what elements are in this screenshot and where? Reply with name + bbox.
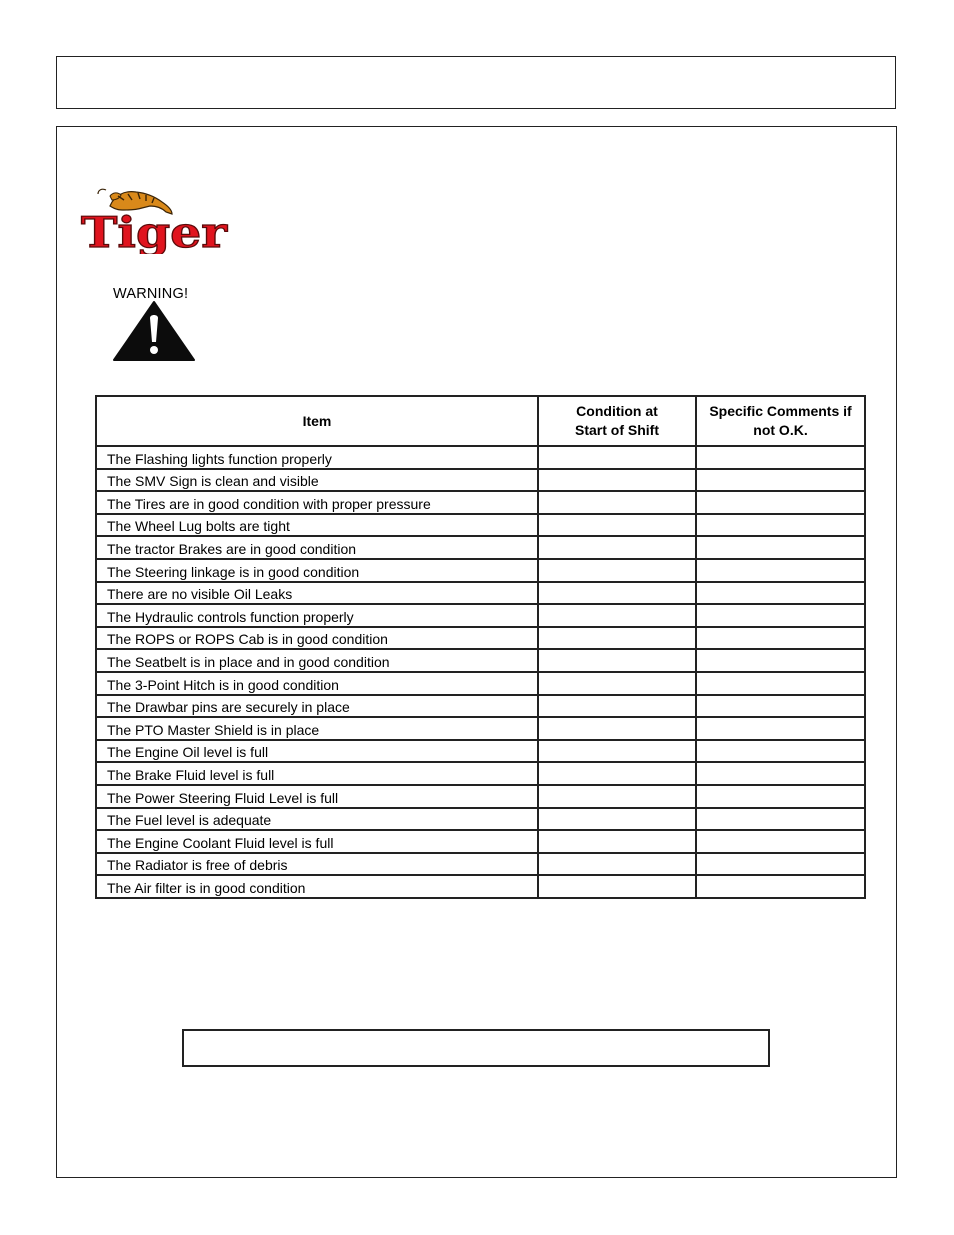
condition-header-line-2: Start of Shift	[575, 422, 659, 438]
checklist-item-label: The Hydraulic controls function properly	[96, 604, 538, 627]
comments-cell[interactable]	[696, 785, 865, 808]
footer-note-box	[182, 1029, 770, 1067]
comments-cell[interactable]	[696, 830, 865, 853]
table-row	[96, 446, 865, 469]
condition-cell[interactable]	[538, 559, 696, 582]
condition-cell[interactable]	[538, 469, 696, 492]
checklist-item-label: There are no visible Oil Leaks	[96, 582, 538, 605]
comments-header-line-1: Specific Comments if	[709, 403, 852, 419]
comments-cell[interactable]	[696, 627, 865, 650]
comments-cell[interactable]	[696, 672, 865, 695]
comments-cell[interactable]	[696, 559, 865, 582]
condition-cell[interactable]	[538, 695, 696, 718]
checklist-item-label: The SMV Sign is clean and visible	[96, 469, 538, 492]
comments-cell[interactable]	[696, 762, 865, 785]
comments-cell[interactable]	[696, 536, 865, 559]
condition-cell[interactable]	[538, 514, 696, 537]
table-row	[96, 875, 865, 898]
comments-cell[interactable]	[696, 446, 865, 469]
condition-cell[interactable]	[538, 830, 696, 853]
checklist-item-label: The PTO Master Shield is in place	[96, 717, 538, 740]
checklist-item-label: The Engine Oil level is full	[96, 740, 538, 763]
checklist-item-label: The Fuel level is adequate	[96, 808, 538, 831]
condition-cell[interactable]	[538, 785, 696, 808]
checklist-item-label: The ROPS or ROPS Cab is in good condition	[96, 627, 538, 650]
comments-cell[interactable]	[696, 717, 865, 740]
condition-cell[interactable]	[538, 740, 696, 763]
table-row	[96, 853, 865, 876]
condition-cell[interactable]	[538, 604, 696, 627]
condition-cell[interactable]	[538, 717, 696, 740]
pre-operation-checklist-table	[95, 395, 866, 899]
comments-cell[interactable]	[696, 514, 865, 537]
table-row	[96, 649, 865, 672]
condition-cell[interactable]	[538, 808, 696, 831]
comments-cell[interactable]	[696, 582, 865, 605]
checklist-item-label: The Wheel Lug bolts are tight	[96, 514, 538, 537]
condition-cell[interactable]	[538, 491, 696, 514]
condition-cell[interactable]	[538, 762, 696, 785]
condition-header-line-1: Condition at	[576, 403, 658, 419]
checklist-item-label: The 3-Point Hitch is in good condition	[96, 672, 538, 695]
condition-cell[interactable]	[538, 536, 696, 559]
comments-cell[interactable]	[696, 491, 865, 514]
checklist-item-label: The Brake Fluid level is full	[96, 762, 538, 785]
comments-cell[interactable]	[696, 469, 865, 492]
comments-cell[interactable]	[696, 604, 865, 627]
comments-column-header	[696, 396, 865, 446]
table-row	[96, 491, 865, 514]
comments-cell[interactable]	[696, 853, 865, 876]
checklist-item-label: The Radiator is free of debris	[96, 853, 538, 876]
condition-cell[interactable]	[538, 649, 696, 672]
condition-cell[interactable]	[538, 446, 696, 469]
table-row	[96, 514, 865, 537]
svg-text:Tiger: Tiger	[81, 208, 229, 254]
checklist-item-label: The Air filter is in good condition	[96, 875, 538, 898]
tiger-logo	[80, 184, 230, 254]
condition-cell[interactable]	[538, 853, 696, 876]
checklist-item-label: The tractor Brakes are in good condition	[96, 536, 538, 559]
table-row	[96, 785, 865, 808]
condition-column-header	[538, 396, 696, 446]
table-row	[96, 695, 865, 718]
table-row	[96, 717, 865, 740]
comments-cell[interactable]	[696, 740, 865, 763]
table-row	[96, 672, 865, 695]
table-header-row	[96, 396, 865, 446]
checklist-item-label: The Engine Coolant Fluid level is full	[96, 830, 538, 853]
table-row	[96, 469, 865, 492]
checklist-item-label: The Steering linkage is in good condition	[96, 559, 538, 582]
page-header-box	[56, 56, 896, 109]
condition-cell[interactable]	[538, 627, 696, 650]
condition-cell[interactable]	[538, 875, 696, 898]
table-row	[96, 604, 865, 627]
warning-label: WARNING!	[113, 286, 189, 302]
comments-header-line-2: not O.K.	[753, 422, 808, 438]
table-row	[96, 830, 865, 853]
checklist-item-label: The Power Steering Fluid Level is full	[96, 785, 538, 808]
table-row	[96, 627, 865, 650]
table-row	[96, 536, 865, 559]
item-column-header: Item	[96, 396, 538, 446]
checklist-item-label: The Seatbelt is in place and in good condition	[96, 649, 538, 672]
comments-cell[interactable]	[696, 649, 865, 672]
comments-cell[interactable]	[696, 695, 865, 718]
condition-cell[interactable]	[538, 672, 696, 695]
table-row	[96, 808, 865, 831]
checklist-item-label: The Flashing lights function properly	[96, 446, 538, 469]
comments-cell[interactable]	[696, 875, 865, 898]
table-row	[96, 762, 865, 785]
table-row	[96, 740, 865, 763]
condition-cell[interactable]	[538, 582, 696, 605]
comments-cell[interactable]	[696, 808, 865, 831]
checklist-item-label: The Tires are in good condition with proper pressure	[96, 491, 538, 514]
warning-triangle-icon	[112, 300, 196, 362]
table-row	[96, 582, 865, 605]
table-row	[96, 559, 865, 582]
checklist-item-label: The Drawbar pins are securely in place	[96, 695, 538, 718]
